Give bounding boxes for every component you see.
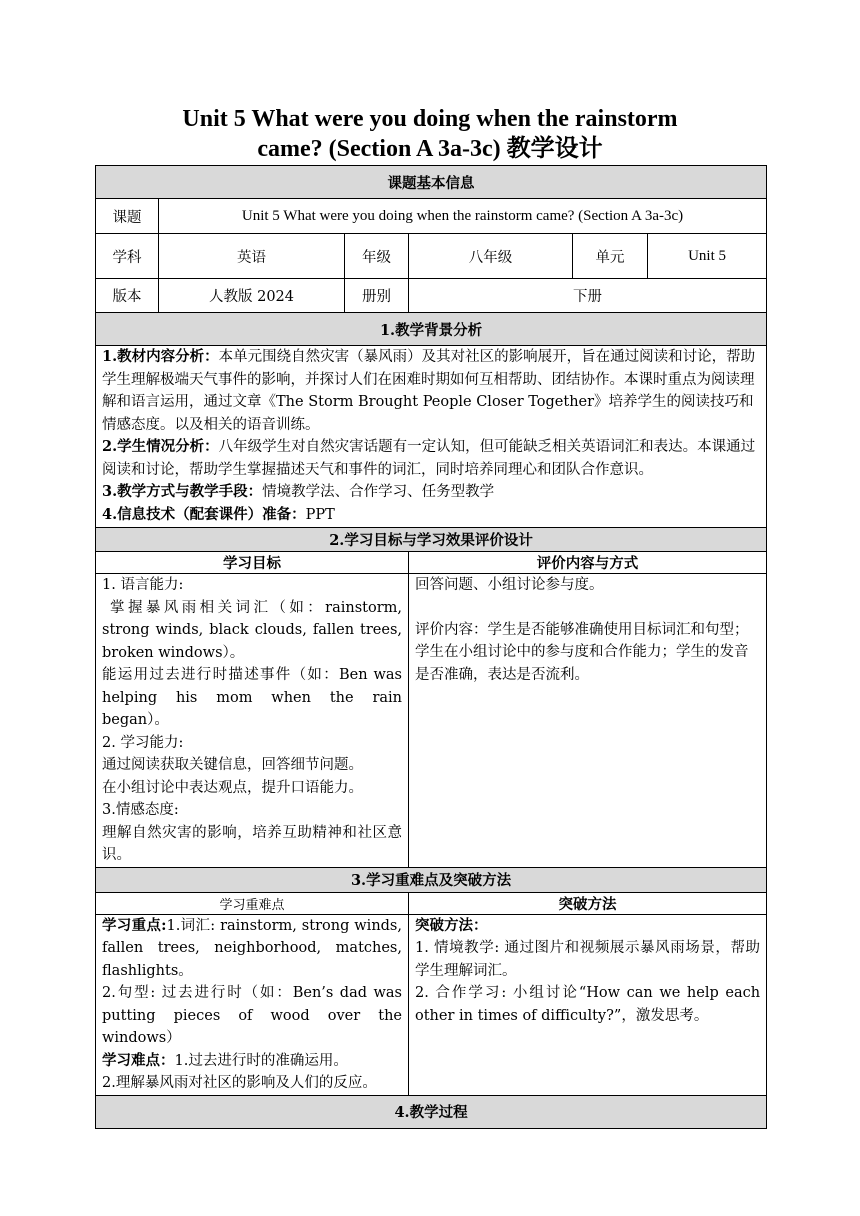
key-points-column-header: 学习重难点 bbox=[96, 892, 409, 914]
lesson-plan-table bbox=[95, 165, 767, 1129]
method-item: 2. 合作学习: 小组讨论“How can we help each other in times of difficulty?”，激发思考。 bbox=[415, 985, 761, 1024]
title-line-2: came? (Section A 3a-3c) 教学设计 bbox=[257, 136, 603, 162]
subject-value: 英语 bbox=[159, 234, 345, 279]
subject-label: 学科 bbox=[96, 234, 159, 279]
background-analysis bbox=[96, 346, 767, 528]
key-points-text: 1.词汇: rainstorm, strong winds, fallen trees, neighborhood, matches, flashlights。 bbox=[102, 917, 402, 979]
difficult-points-label: 学习难点： bbox=[102, 1051, 175, 1069]
section3-header: 3.学习重难点及突破方法 bbox=[96, 867, 767, 892]
methods-label: 突破方法： bbox=[415, 916, 488, 934]
objective-line: 3.情感态度: bbox=[102, 802, 179, 818]
edition-value: 人教版 2024 bbox=[159, 279, 345, 313]
textbook-analysis-text: 本单元围绕自然灾害（暴风雨）及其对社区的影响展开，旨在通过阅读和讨论，帮助学生理解极端天气事件的影响，并探讨人们在困难时期如何互相帮助、团结协作。本课时重点为阅读理解和语言运用，通过文章《The Storm Brought People Closer Together》培养学生的阅读技巧和情感态度。以及相关的语音训练。 bbox=[102, 349, 756, 433]
textbook-analysis-label: 1.教材内容分析： bbox=[102, 348, 219, 365]
objectives-column-header: 学习目标 bbox=[96, 552, 409, 574]
unit-label: 单元 bbox=[573, 234, 648, 279]
objective-line: 1. 语言能力: bbox=[102, 577, 184, 593]
objective-line: 2. 学习能力: bbox=[102, 734, 184, 751]
objective-line: 能运用过去进行时描述事件（如：Ben was helping his mom when the rain began）。 bbox=[102, 667, 402, 728]
method-item: 1. 情境教学: 通过图片和视频展示暴风雨场景，帮助学生理解词汇。 bbox=[415, 940, 761, 979]
unit-value: Unit 5 bbox=[648, 234, 767, 279]
learning-objectives bbox=[96, 574, 409, 868]
section1-header: 1.教学背景分析 bbox=[96, 313, 767, 346]
edition-label: 版本 bbox=[96, 279, 159, 313]
difficult-points-text: 1.过去进行时的准确运用。 bbox=[174, 1052, 348, 1069]
section2-header: 2.学习目标与学习效果评价设计 bbox=[96, 528, 767, 552]
student-analysis-label: 2.学生情况分析： bbox=[102, 438, 219, 455]
key-points-label: 学习重点: bbox=[102, 916, 167, 934]
grade-label: 年级 bbox=[345, 234, 409, 279]
basic-info-header: 课题基本信息 bbox=[96, 166, 767, 199]
difficult-points-text-2: 2.理解暴风雨对社区的影响及人们的反应。 bbox=[102, 1075, 377, 1091]
objective-line: 理解自然灾害的影响，培养互助精神和社区意识。 bbox=[102, 824, 402, 863]
evaluation-summary: 回答问题、小组讨论参与度。 bbox=[415, 577, 604, 593]
section4-header: 4.教学过程 bbox=[96, 1095, 767, 1128]
key-difficult-points bbox=[96, 914, 409, 1095]
breakthrough-methods bbox=[409, 914, 767, 1095]
objective-line: 掌握暴风雨相关词汇（如：rainstorm, strong winds, black clouds, fallen trees, broken windows）。 bbox=[102, 599, 407, 661]
student-analysis-text: 八年级学生对自然灾害话题有一定认知，但可能缺乏相关英语词汇和表达。本课通过阅读和讨论，帮助学生掌握描述天气和事件的词汇，同时培养同理心和团队合作意识。 bbox=[102, 439, 756, 478]
volume-label: 册别 bbox=[345, 279, 409, 313]
volume-value: 下册 bbox=[409, 279, 767, 313]
methods-column-header: 突破方法 bbox=[409, 892, 767, 914]
it-prep-text: PPT bbox=[305, 506, 335, 523]
evaluation-content bbox=[409, 574, 767, 868]
title-line-1: Unit 5 What were you doing when the rainstorm bbox=[182, 106, 678, 132]
document-title bbox=[95, 104, 765, 164]
key-points-text-2: 2.句型: 过去进行时（如：Ben’s dad was putting pieces of wood over the windows） bbox=[102, 985, 402, 1046]
evaluation-column-header: 评价内容与方式 bbox=[409, 552, 767, 574]
it-prep-label: 4.信息技术（配套课件）准备： bbox=[102, 505, 306, 523]
teaching-method-label: 3.教学方式与教学手段： bbox=[102, 483, 263, 500]
topic-value: Unit 5 What were you doing when the rainstorm came? (Section A 3a-3c) bbox=[159, 199, 767, 234]
evaluation-detail: 评价内容：学生是否能够准确使用目标词汇和句型； 学生在小组讨论中的参与度和合作能力；学生的发音是否准确，表达是否流利。 bbox=[415, 621, 749, 683]
objective-line: 通过阅读获取关键信息，回答细节问题。 bbox=[102, 757, 363, 773]
topic-label: 课题 bbox=[96, 199, 159, 234]
grade-value: 八年级 bbox=[409, 234, 573, 279]
teaching-method-text: 情境教学法、合作学习、任务型教学 bbox=[262, 484, 495, 500]
objective-line: 在小组讨论中表达观点，提升口语能力。 bbox=[102, 779, 363, 796]
